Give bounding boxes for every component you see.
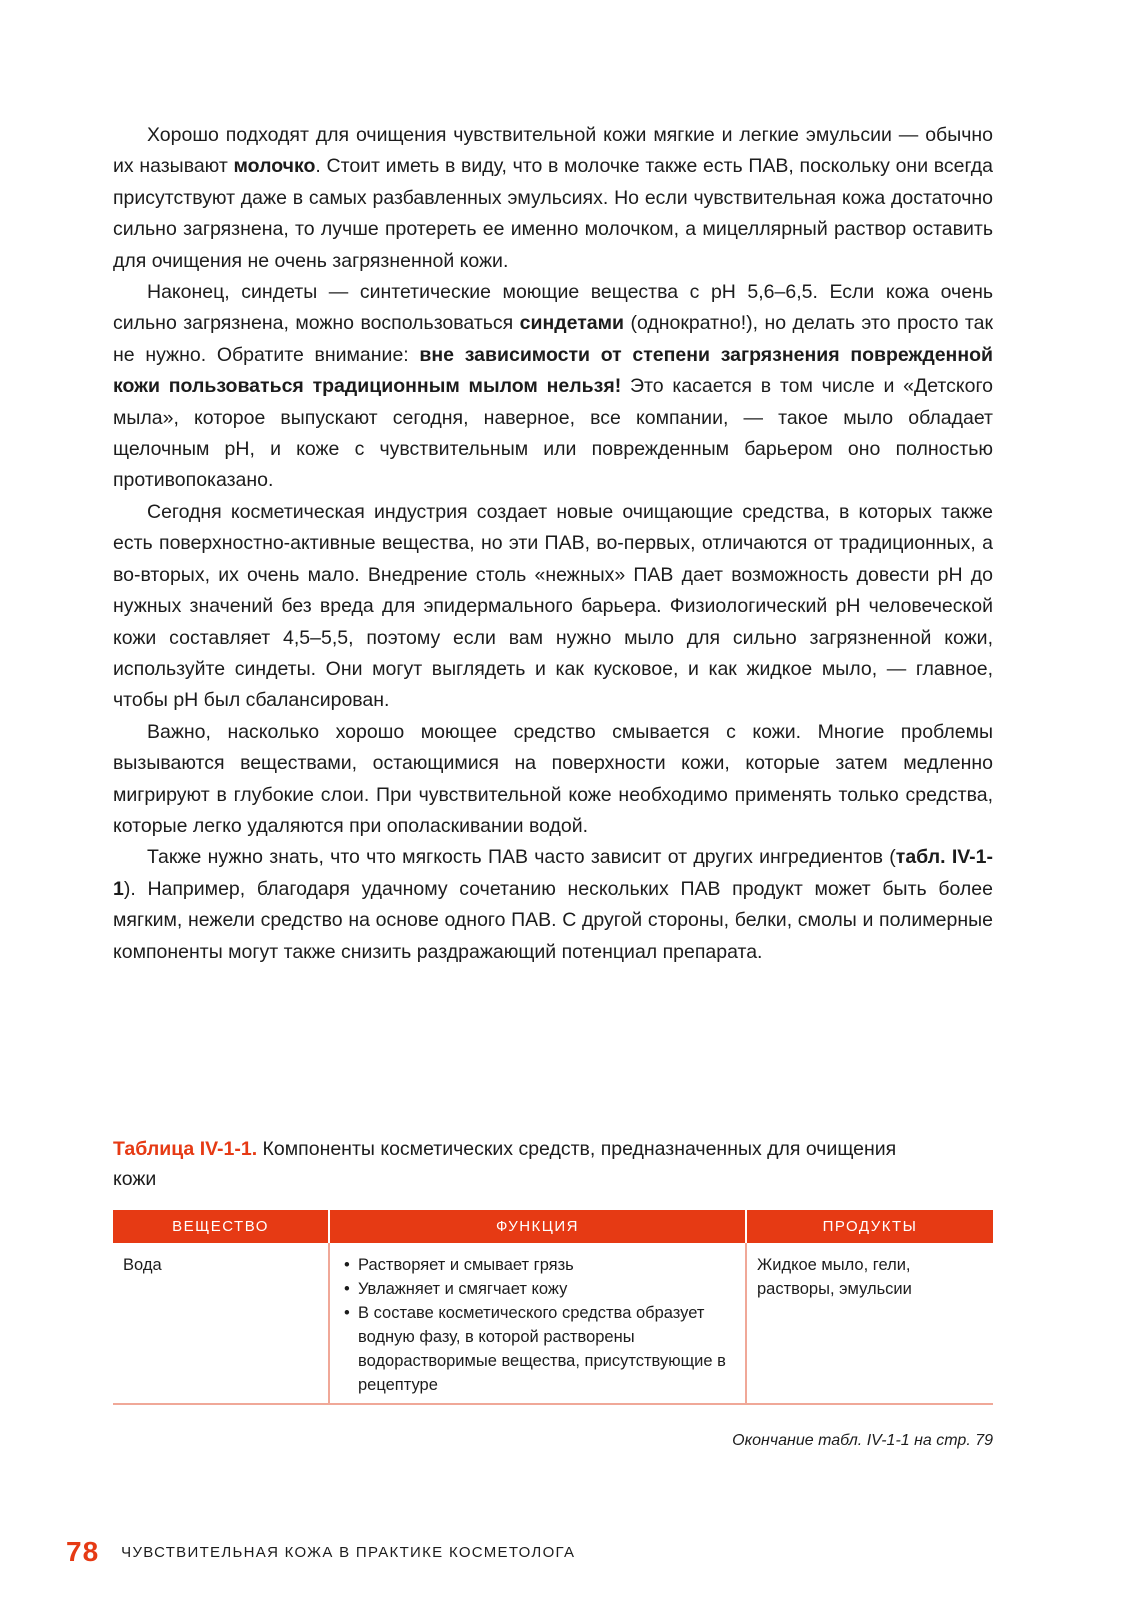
text-run: Хорошо подходят для очищения чувствительной кожи мягкие и легкие эмульсии — обычно их называют [113, 124, 993, 178]
page-footer [66, 1536, 575, 1568]
function-list [340, 1253, 735, 1397]
header-products: ПРОДУКТЫ [746, 1210, 993, 1243]
paragraph-5 [113, 842, 993, 968]
table-header-row [113, 1210, 993, 1243]
body-text [113, 120, 993, 968]
paragraph-1 [113, 120, 993, 277]
cell-products: Жидкое мыло, гели, растворы, эмульсии [746, 1243, 993, 1404]
cell-substance: Вода [113, 1243, 329, 1404]
page-number: 78 [66, 1536, 100, 1567]
table-row [113, 1243, 993, 1404]
cell-function [329, 1243, 746, 1404]
table [113, 1210, 993, 1405]
list-item: • В составе косметического средства образует водную фазу, в которой растворены водорастворимые вещества, присутствующие в рецептуре [358, 1301, 735, 1397]
bold-warning: вне зависимости от степени загрязнения поврежденной кожи пользоваться традиционным мылом нельзя! [113, 343, 993, 398]
bold-term: молочко [233, 155, 316, 178]
table-caption-text: Компоненты косметических средств, предназначенных для очищения кожи [113, 1138, 897, 1190]
text-run: ). Например, благодаря удачному сочетанию нескольких ПАВ продукт может быть более мягким, нежели средство на основе одного ПАВ. С другой стороны, белки, смолы и полимерные компоненты могут также снизить раздражающий потенциал препарата. [113, 877, 993, 963]
text-run: Наконец, синдеты — синтетические моющие вещества с рН 5,6–6,5. Если кожа очень сильно загрязнена, можно воспользоваться [113, 281, 993, 335]
header-function: ФУНКЦИЯ [329, 1210, 746, 1243]
text-run: (однократно!), но делать это просто так не нужно. Обратите внимание: [113, 312, 993, 366]
text-run: Также нужно знать, что что мягкость ПАВ часто зависит от других ингредиентов ( [147, 846, 896, 869]
running-title: ЧУВСТВИТЕЛЬНАЯ КОЖА В ПРАКТИКЕ КОСМЕТОЛОГА [121, 1543, 576, 1561]
list-item: • Увлажняет и смягчает кожу [358, 1277, 735, 1301]
components-table [113, 1210, 993, 1405]
table-reference: табл. IV-1-1 [113, 846, 994, 900]
table-caption-label: Таблица IV-1-1. [113, 1138, 258, 1160]
paragraph-3: Сегодня косметическая индустрия создает новые очищающие средства, в которых также есть поверхностно-активные вещества, но эти ПАВ, во-первых, отличаются от традиционных, а во-вторых, их очень мало. Внедрение столь «нежных» ПАВ дает возможность довести рН до нужных значений без вреда для эпидермального барьера. Физиологический рН человеческой кожи составляет 4,5–5,5, поэтому если вам нужно мыло для сильно загрязненной кожи, используйте синдеты. Они могут выглядеть и как кусковое, и как жидкое мыло, — главное, чтобы рН был сбалансирован. [113, 500, 993, 712]
header-substance: ВЕЩЕСТВО [113, 1210, 329, 1243]
text-run: Это касается в том числе и «Детского мыла», которое выпускают сегодня, наверное, все компании, — такое мыло обладает щелочным рН, и коже с чувствительным или поврежденным барьером оно полностью противопоказано. [113, 375, 993, 492]
table-caption [113, 1134, 913, 1194]
list-item: • Растворяет и смывает грязь [358, 1253, 735, 1277]
paragraph-2 [113, 277, 993, 497]
paragraph-4: Важно, насколько хорошо моющее средство смывается с кожи. Многие проблемы вызываются веществами, остающимися на поверхности кожи, которые затем медленно мигрируют в глубокие слои. При чувствительной коже необходимо применять только средства, которые легко удаляются при ополаскивании водой. [113, 720, 993, 837]
text-run: . Стоит иметь в виду, что в молочке также есть ПАВ, поскольку они всегда присутствуют даже в самых разбавленных эмульсиях. Но если чувствительная кожа достаточно сильно загрязнена, то лучше протереть ее именно молочком, а мицеллярный раствор оставить для очищения не очень загрязненной кожи. [113, 155, 993, 272]
table-continuation-note: Окончание табл. IV-1-1 на стр. 79 [732, 1432, 993, 1449]
bold-term: синдетами [519, 312, 625, 335]
